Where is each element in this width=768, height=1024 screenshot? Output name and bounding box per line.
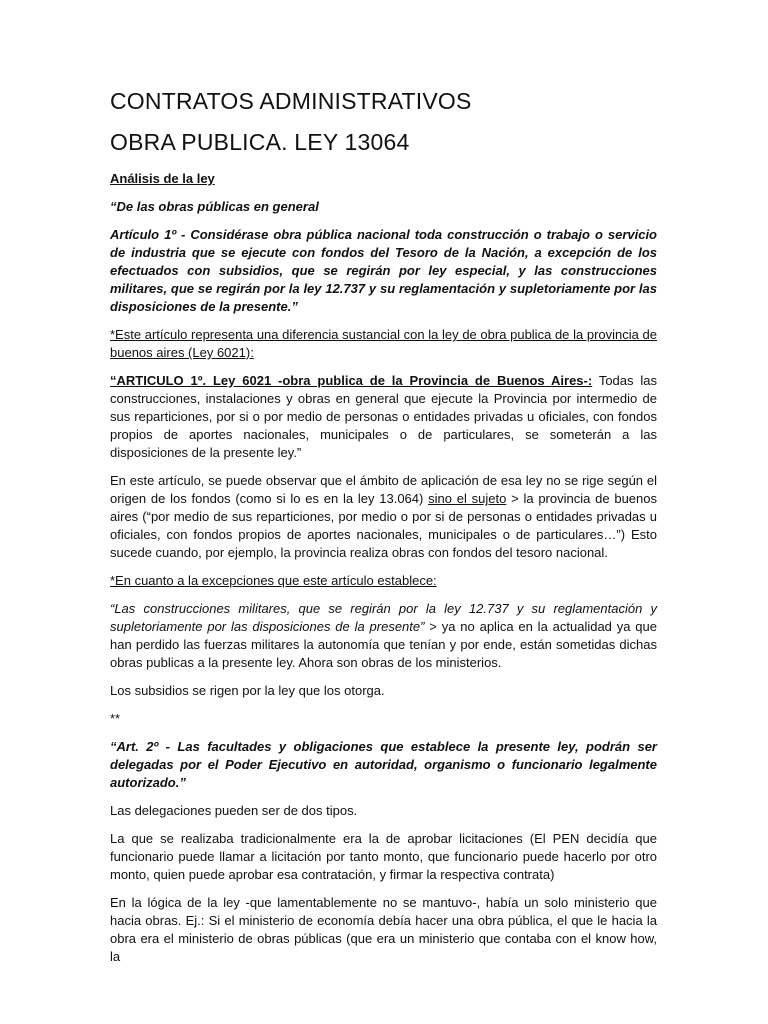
- section-heading-general: “De las obras públicas en general: [110, 199, 319, 214]
- exceptions-quote: “Las construcciones militares, que se regirán por la ley 12.737 y su reglamentación y supletoriamente por las disposiciones de la presente”: [110, 601, 657, 634]
- document-subtitle: OBRA PUBLICA. LEY 13064: [110, 129, 410, 155]
- scope-underlined: sino el sujeto: [428, 491, 507, 506]
- scope-text-end: > la provincia de buenos aires (“por medio de sus reparticiones, por medio o por si de personas o entidades privadas u oficiales, con fondos propios de aportes nacionales, municipales o de particulares…”) Esto sucede cuando, por ejemplo, la provincia realiza obras con fondos del tesoro nacional.: [110, 491, 657, 560]
- ley-6021-text: Todas las construcciones, instalaciones y obras en general que ejecute la Provincia por intermedio de sus reparticiones, por si o por medio de personas o entidades privadas u oficiales, con fondos propios de aportes nacionales, municipales o de particulares, se someterán a las disposiciones de la presente ley.”: [110, 373, 657, 460]
- article-1-quote: Artículo 1º - Considérase obra pública nacional toda construcción o trabajo o servicio de industria que se ejecute con fondos del Tesoro de la Nación, a excepción de los efectuados con subsidios, que se regirán por ley especial, y las construcciones militares, que se regirán por la ley 12.737 y su reglamentación y supletoriamente por las disposiciones de la presente.”: [110, 227, 657, 314]
- ley-6021-heading: “ARTICULO 1º. Ley 6021 -obra publica de la Provincia de Buenos Aires-:: [110, 373, 593, 388]
- scope-text-start: En este artículo, se puede observar que el ámbito de aplicación de esa ley no se rige según el origen de los fondos (como si lo es en la ley 13.064): [110, 473, 657, 506]
- note-exceptions: *En cuanto a la excepciones que este artículo establece:: [110, 573, 437, 588]
- subsidies-paragraph: Los subsidios se rigen por la ley que los otorga.: [110, 683, 385, 698]
- exceptions-paragraph: [110, 600, 657, 672]
- ley-6021-paragraph: [110, 372, 657, 462]
- document-body: [110, 86, 657, 974]
- separator-stars: **: [110, 711, 121, 726]
- scope-paragraph: [110, 472, 657, 562]
- article-2-quote: “Art. 2º - Las facultades y obligaciones que establece la presente ley, podrán ser delegadas por el Poder Ejecutivo en autoridad, organismo o funcionario legalmente autorizado.”: [110, 739, 657, 790]
- document-title: CONTRATOS ADMINISTRATIVOS: [110, 88, 472, 114]
- section-heading-analysis: Análisis de la ley: [110, 171, 215, 186]
- note-difference: *Este artículo representa una diferencia sustancial con la ley de obra publica de la provincia de buenos aires (Ley 6021):: [110, 327, 657, 360]
- exceptions-text: > ya no aplica en la actualidad ya que han perdido las fuerzas militares la autonomía que tenían y por ende, están sometidas dichas obras publicas a la presente ley. Ahora son obras de los ministerios.: [110, 619, 657, 670]
- traditional-paragraph: La que se realizaba tradicionalmente era la de aprobar licitaciones (El PEN decidía que funcionario puede llamar a licitación por tanto monto, que funcionario puede hacerlo por otro monto, quien puede aprobar esa contratación, y firmar la respectiva contrata): [110, 831, 657, 882]
- delegations-paragraph: Las delegaciones pueden ser de dos tipos.: [110, 803, 358, 818]
- logic-paragraph: En la lógica de la ley -que lamentablemente no se mantuvo-, había un solo ministerio que hacia obras. Ej.: Si el ministerio de economía debía hacer una obra pública, el que le hacia la obra era el ministerio de obras públicas (que era un ministerio que contaba con el know how, la: [110, 895, 657, 964]
